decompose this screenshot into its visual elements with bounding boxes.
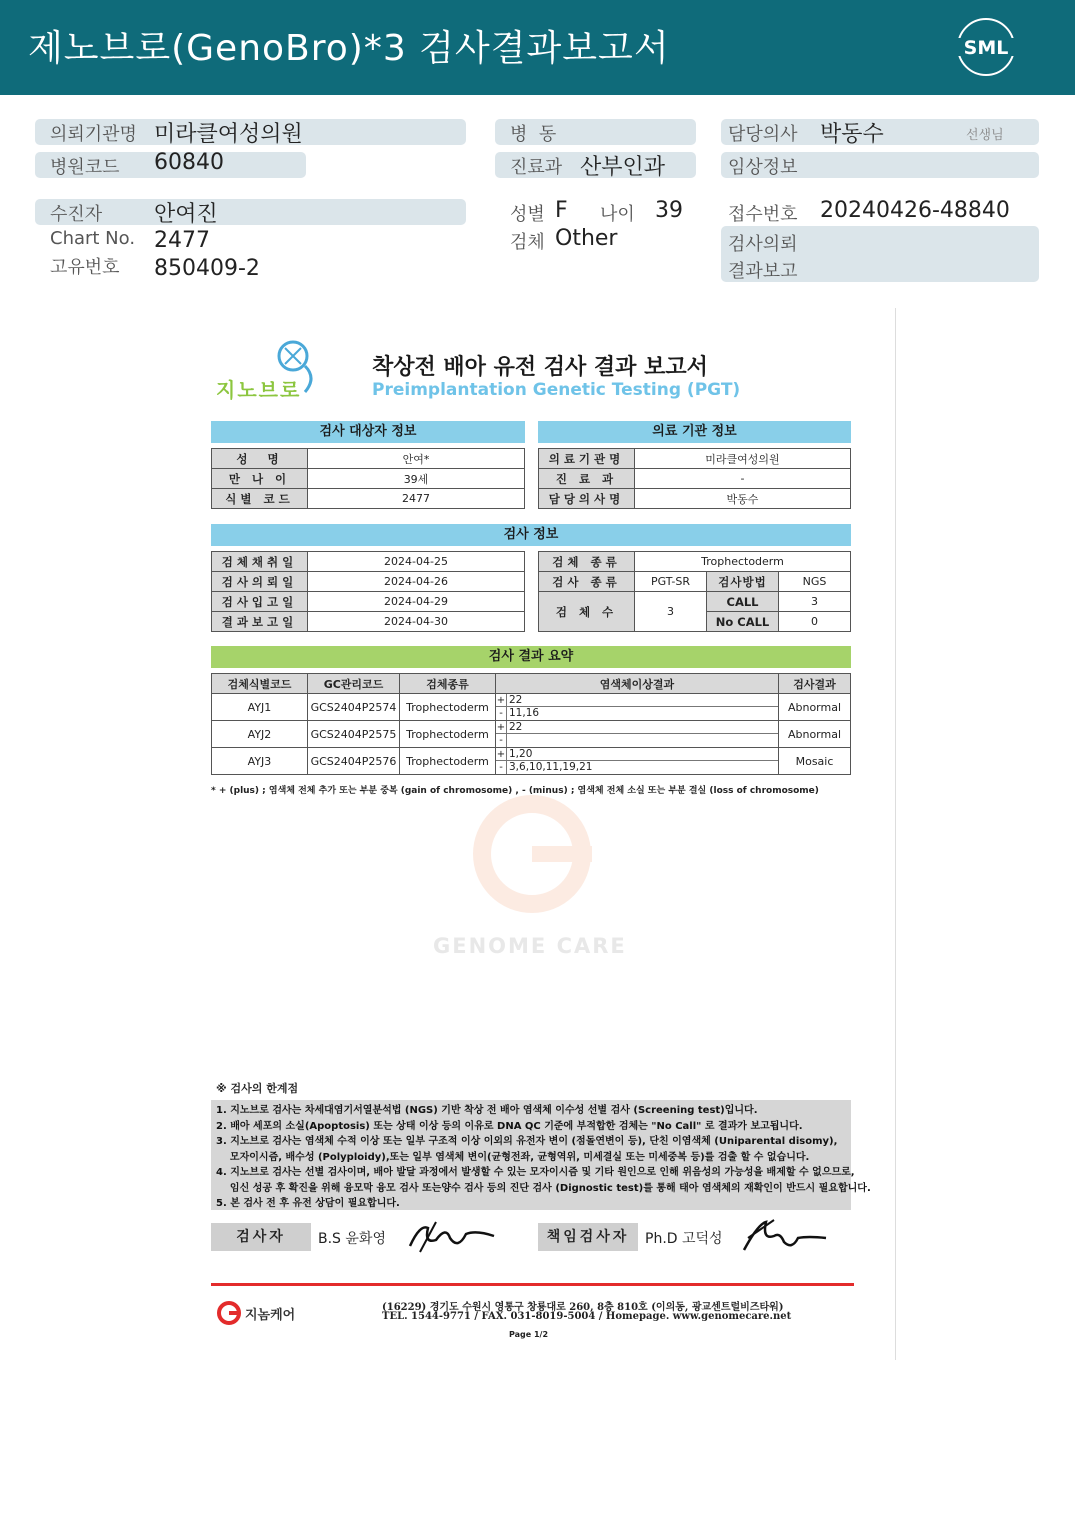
result-code: AYJ3 [212,748,308,775]
genomecare-logo-icon [216,1300,242,1326]
receipt-no-value: 20240426-48840 [820,198,1010,223]
chart-no-value: 2477 [154,228,210,253]
count: 3 [635,592,707,632]
limit-item: 3. 지노브로 검사는 염색체 수적 이상 또는 일부 구조적 이상 이외의 유전자 변이 (점돌연변이 등), 단친 이염색체 (Uniparental disomy), [216,1136,838,1147]
test-type-label: 검사 종류 [539,572,635,592]
plus-sign: + [496,695,506,706]
result-status: Abnormal [779,694,851,721]
subject-age: 39세 [308,469,525,489]
collect-date: 2024-04-25 [308,552,525,572]
specimen-value: Other [555,226,618,251]
test-dates-table [211,551,525,632]
plus-sign: + [496,722,506,733]
result-type: Trophectoderm [400,721,496,748]
result-gc: GCS2404P2574 [308,694,400,721]
chart-no-label: Chart No. [50,228,136,249]
sex-label: 성별 [510,204,545,225]
unique-id-value: 850409-2 [154,256,260,281]
minus-sign: - [496,734,507,747]
department-value: 산부인과 [580,155,666,180]
chief-name: Ph.D 고덕성 [645,1231,723,1247]
receipt-date: 2024-04-29 [308,592,525,612]
results-header: 검체식별코드 [212,674,308,694]
summary-section-bar: 검사 결과 요약 [211,646,851,668]
limit-item: 1. 지노브로 검사는 차세대염기서열분석법 (NGS) 기반 착상 전 배아 염색체 이수성 선별 검사 (Screening test)입니다. [216,1105,758,1116]
institution-table [538,448,851,509]
subject-table [211,448,525,509]
result-status: Abnormal [779,721,851,748]
test-section-bar: 검사 정보 [211,524,851,546]
result-gc: GCS2404P2576 [308,748,400,775]
inst-name: 미라클여성의원 [635,449,851,469]
result-status: Mosaic [779,748,851,775]
minus-sign: - [496,761,507,774]
institution-label: 의뢰기관명 [50,124,137,145]
doctor-label: 담당의사 [728,124,798,145]
table-row [212,721,851,748]
clinical-info-label: 임상정보 [728,157,798,178]
inst-doctor: 박동수 [635,489,851,509]
test-type: PGT-SR [635,572,707,592]
watermark-logo-icon [464,794,600,918]
company-address: (16229) 경기도 수원시 영통구 창룡대로 260, 8층 810호 (이의동, 광교센트럴비즈타워) [382,1302,784,1313]
table-row [212,694,851,721]
hospital-code-value: 60840 [154,150,224,175]
report-date-label: 결과보고일 [212,612,308,632]
tester-label: 검사자 [211,1223,311,1251]
result-chromosome [496,721,779,748]
sml-logo-icon [955,16,1017,78]
sml-logo-text: SML [963,37,1009,59]
plus-value: 22 [509,694,523,706]
result-code: AYJ2 [212,721,308,748]
result-chromosome [496,748,779,775]
minus-sign: - [496,707,507,720]
results-header: 염색체이상결과 [496,674,779,694]
brand-name: 지노브로 [216,378,302,402]
inst-dept-label: 진 료 과 [539,469,635,489]
chief-signature-icon [738,1214,830,1258]
patient-value: 안여진 [154,202,218,227]
result-gc: GCS2404P2575 [308,721,400,748]
specimen-type-label: 검체 종류 [539,552,635,572]
method-label: 검사방법 [707,572,779,592]
limit-item: 2. 배아 세포의 소실(Apoptosis) 또는 상태 이상 등의 이유로 DNA QC 기준에 부적합한 검체는 "No Call" 로 결과가 보고됩니다. [216,1120,803,1132]
call: 3 [779,592,851,612]
subject-name: 안여* [308,449,525,469]
watermark-text: GENOME CARE [433,934,627,958]
doctor-suffix: 선생님 [966,128,1004,143]
limit-item: 임신 성공 후 확진을 위해 융모막 융모 검사 또는양수 검사 등의 진단 검사 (Dignostic test)를 통해 태아 염색체의 재확인이 반드시 필요합니다. [216,1182,871,1194]
specimen-label: 검체 [510,232,545,253]
count-label: 검 체 수 [539,592,635,632]
subject-name-label: 성 명 [212,449,308,469]
inst-name-label: 의료기관명 [539,449,635,469]
minus-value [507,734,509,747]
report-title-ko: 착상전 배아 유전 검사 결과 보고서 [372,355,708,380]
subject-id-label: 식별 코드 [212,489,308,509]
report-date: 2024-04-30 [308,612,525,632]
chief-label: 책임검사자 [538,1223,638,1251]
unique-id-label: 고유번호 [50,257,120,278]
test-info-table [538,551,851,632]
result-chromosome [496,694,779,721]
limits-box [211,1100,871,1210]
result-type: Trophectoderm [400,748,496,775]
ward-label: 병 동 [510,124,557,145]
receipt-no-label: 접수번호 [728,204,798,225]
call-label: CALL [707,592,779,612]
request-date-label: 검사의뢰일 [212,572,308,592]
result-code: AYJ1 [212,694,308,721]
results-header: GC관리코드 [308,674,400,694]
results-header: 검체종류 [400,674,496,694]
company-contact: TEL. 1544-9771 / FAX. 031-8019-5004 / Homepage. www.genomecare.net [382,1311,792,1322]
inst-doctor-label: 담당의사명 [539,489,635,509]
result-type: Trophectoderm [400,694,496,721]
collect-date-label: 검체채취일 [212,552,308,572]
limit-item: 모자이시즘, 배수성 (Polyploidy),또는 일부 염색체 변이(균형전좌, 균형역위, 미세결실 또는 미세중복 등)를 검출 할 수 없습니다. [216,1151,810,1163]
institution-value: 미라클여성의원 [154,122,303,147]
plus-sign: + [496,749,506,760]
patient-label: 수진자 [50,204,103,225]
company-name: 지놈케어 [245,1308,296,1323]
plus-value: 1,20 [509,748,533,760]
page-number: Page 1/2 [509,1330,549,1339]
minus-value: 3,6,10,11,19,21 [509,761,593,773]
tester-name: B.S 윤화영 [318,1231,386,1247]
specimen-type: Trophectoderm [635,552,851,572]
limits-title: ※ 검사의 한계점 [216,1082,299,1095]
minus-value: 11,16 [509,707,540,719]
plus-value: 22 [509,721,523,733]
subject-section-bar: 검사 대상자 정보 [211,421,525,443]
doctor-value: 박동수 [820,122,884,147]
footnote: * + (plus) ; 염색체 전체 추가 또는 부분 중복 (gain of chromosome) , - (minus) ; 염색체 전체 소실 또는 부분 결실 (loss of chromosome) [211,786,819,796]
institution-section-bar: 의료 기관 정보 [538,421,851,443]
subject-id: 2477 [308,489,525,509]
nocall: 0 [779,612,851,632]
results-table [211,673,851,775]
result-report-label: 결과보고 [728,261,798,282]
subject-age-label: 만 나 이 [212,469,308,489]
hospital-code-label: 병원코드 [50,157,120,178]
age-label: 나이 [600,204,635,225]
age-value: 39 [655,198,683,223]
request-date: 2024-04-26 [308,572,525,592]
results-header: 검사결과 [779,674,851,694]
sex-value: F [555,198,568,223]
tester-signature-icon [406,1216,498,1256]
nocall-label: No CALL [707,612,779,632]
limit-item: 4. 지노브로 검사는 선별 검사이며, 배아 발달 과정에서 발생할 수 있는 모자이시즘 및 기타 원인으로 인해 위음성의 가능성을 배제할 수 없으므로, [216,1167,855,1178]
method: NGS [779,572,851,592]
limit-item: 5. 본 검사 전 후 유전 상담이 필요합니다. [216,1198,400,1209]
footer-red-line [211,1283,854,1286]
page-title: 제노브로(GenoBro)*3 검사결과보고서 [28,28,670,69]
report-title-en: Preimplantation Genetic Testing (PGT) [372,380,741,400]
department-label: 진료과 [510,157,563,178]
inst-dept: - [635,469,851,489]
table-row [212,748,851,775]
test-request-label: 검사의뢰 [728,234,798,255]
receipt-date-label: 검사입고일 [212,592,308,612]
report-page [48,308,896,1360]
